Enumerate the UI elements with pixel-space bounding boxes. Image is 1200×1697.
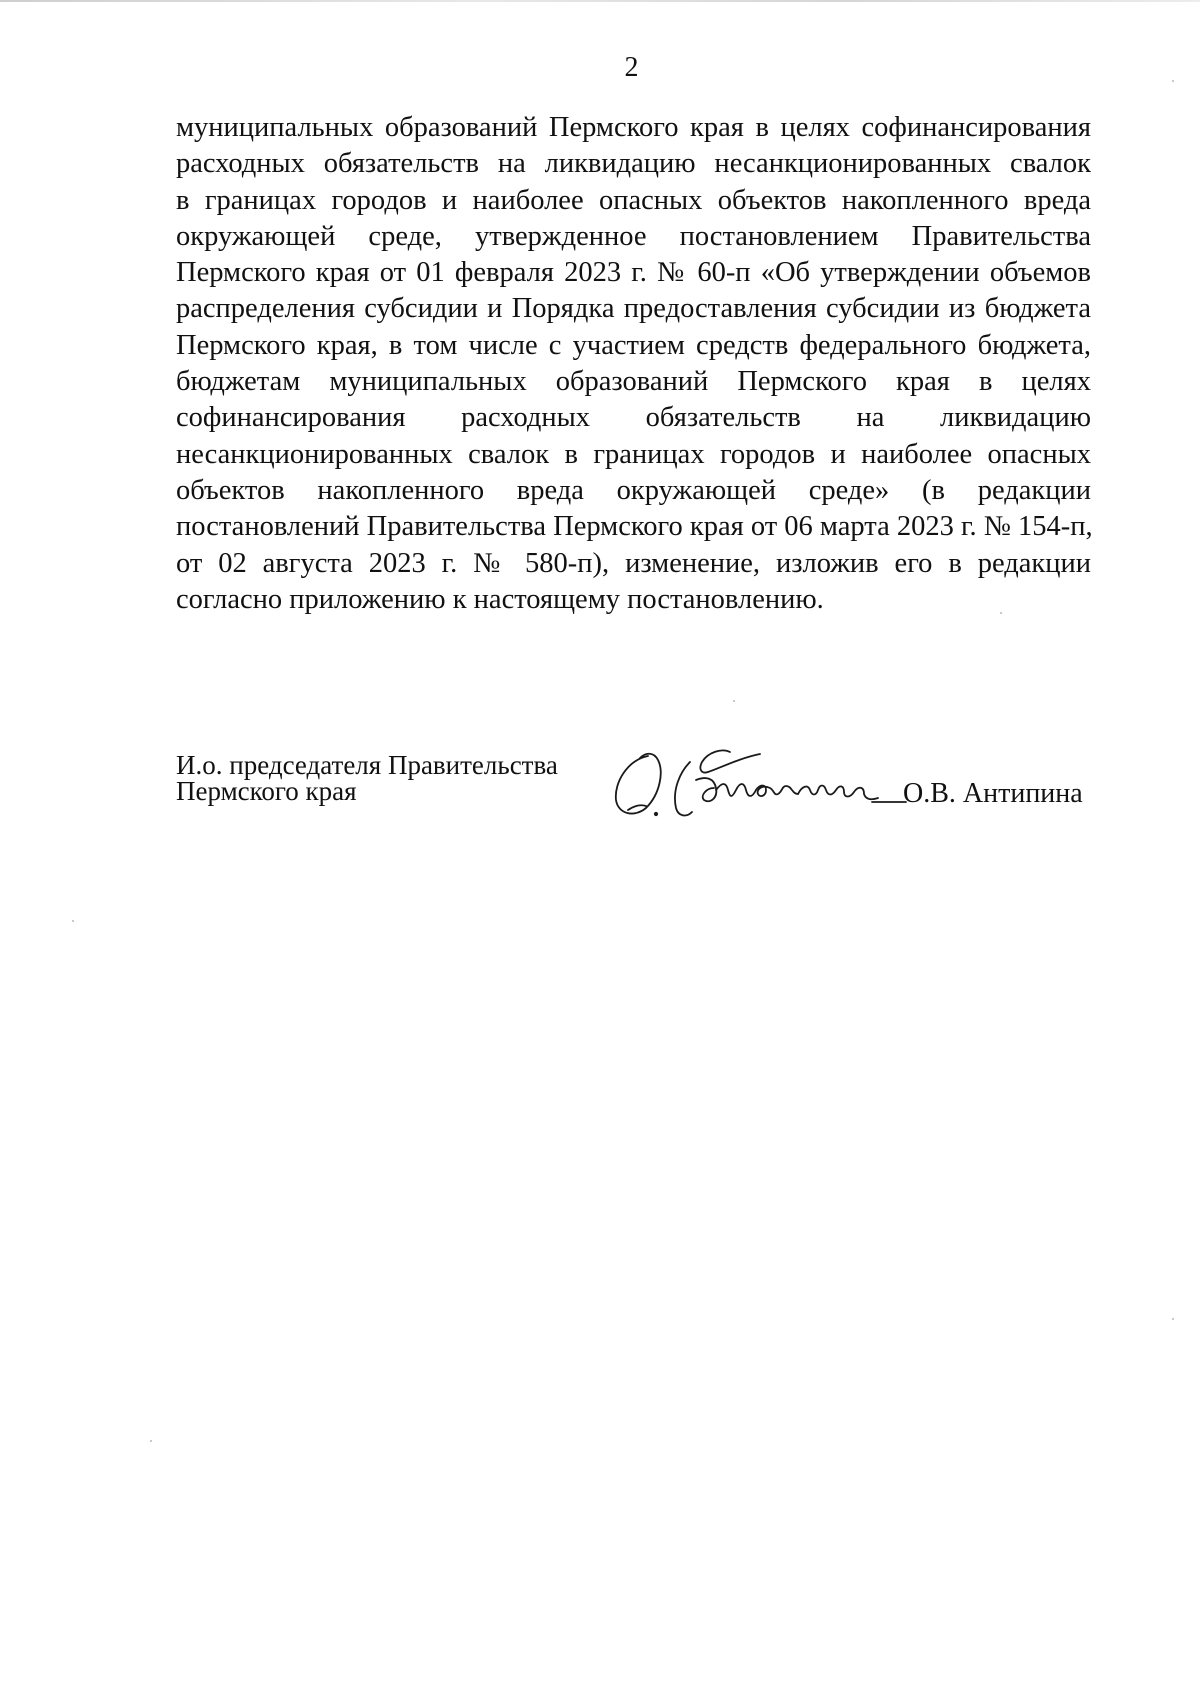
body-line: Пермского края от 01 февраля 2023 г. № 60-п «Об утверждении объемов bbox=[176, 257, 1091, 289]
handwritten-signature bbox=[610, 742, 910, 820]
signatory-name: О.В. Антипина bbox=[903, 778, 1083, 809]
scan-speck bbox=[1000, 612, 1002, 614]
signatory-position bbox=[176, 752, 558, 804]
body-line: муниципальных образований Пермского края в целях софинансирования bbox=[176, 112, 1091, 143]
scan-top-edge bbox=[0, 0, 1200, 2]
body-line: расходных обязательств на ликвидацию несанкционированных свалок bbox=[176, 148, 1091, 180]
page-number: 2 bbox=[624, 52, 639, 83]
body-paragraph bbox=[176, 110, 1091, 618]
scan-speck bbox=[72, 920, 74, 922]
body-line: согласно приложению к настоящему постановлению. bbox=[176, 583, 824, 615]
body-line: окружающей среде, утвержденное постановлением Правительства bbox=[176, 220, 1091, 252]
body-line: бюджетам муниципальных образований Пермского края в целях bbox=[176, 366, 1091, 398]
body-line: объектов накопленного вреда окружающей среде» (в редакции bbox=[176, 474, 1091, 506]
body-line: несанкционированных свалок в границах городов и наиболее опасных bbox=[176, 438, 1091, 470]
scan-speck bbox=[733, 700, 735, 702]
body-line: от 02 августа 2023 г. № 580-п), изменение, изложив его в редакции bbox=[176, 547, 1091, 579]
scan-speck bbox=[1172, 80, 1174, 82]
signatory-position-line: Пермского края bbox=[176, 776, 357, 806]
body-line: распределения субсидии и Порядка предоставления субсидии из бюджета bbox=[176, 293, 1091, 325]
body-line: софинансирования расходных обязательств на ликвидацию bbox=[176, 402, 1091, 434]
body-line: в границах городов и наиболее опасных объектов накопленного вреда bbox=[176, 184, 1091, 216]
scan-speck bbox=[1172, 1318, 1174, 1320]
body-line: постановлений Правительства Пермского края от 06 марта 2023 г. № 154-п, bbox=[176, 511, 1093, 543]
scan-speck bbox=[150, 1440, 152, 1442]
body-line: Пермского края, в том числе с участием средств федерального бюджета, bbox=[176, 329, 1091, 361]
signatory-position-line: И.о. председателя Правительства bbox=[176, 750, 558, 780]
